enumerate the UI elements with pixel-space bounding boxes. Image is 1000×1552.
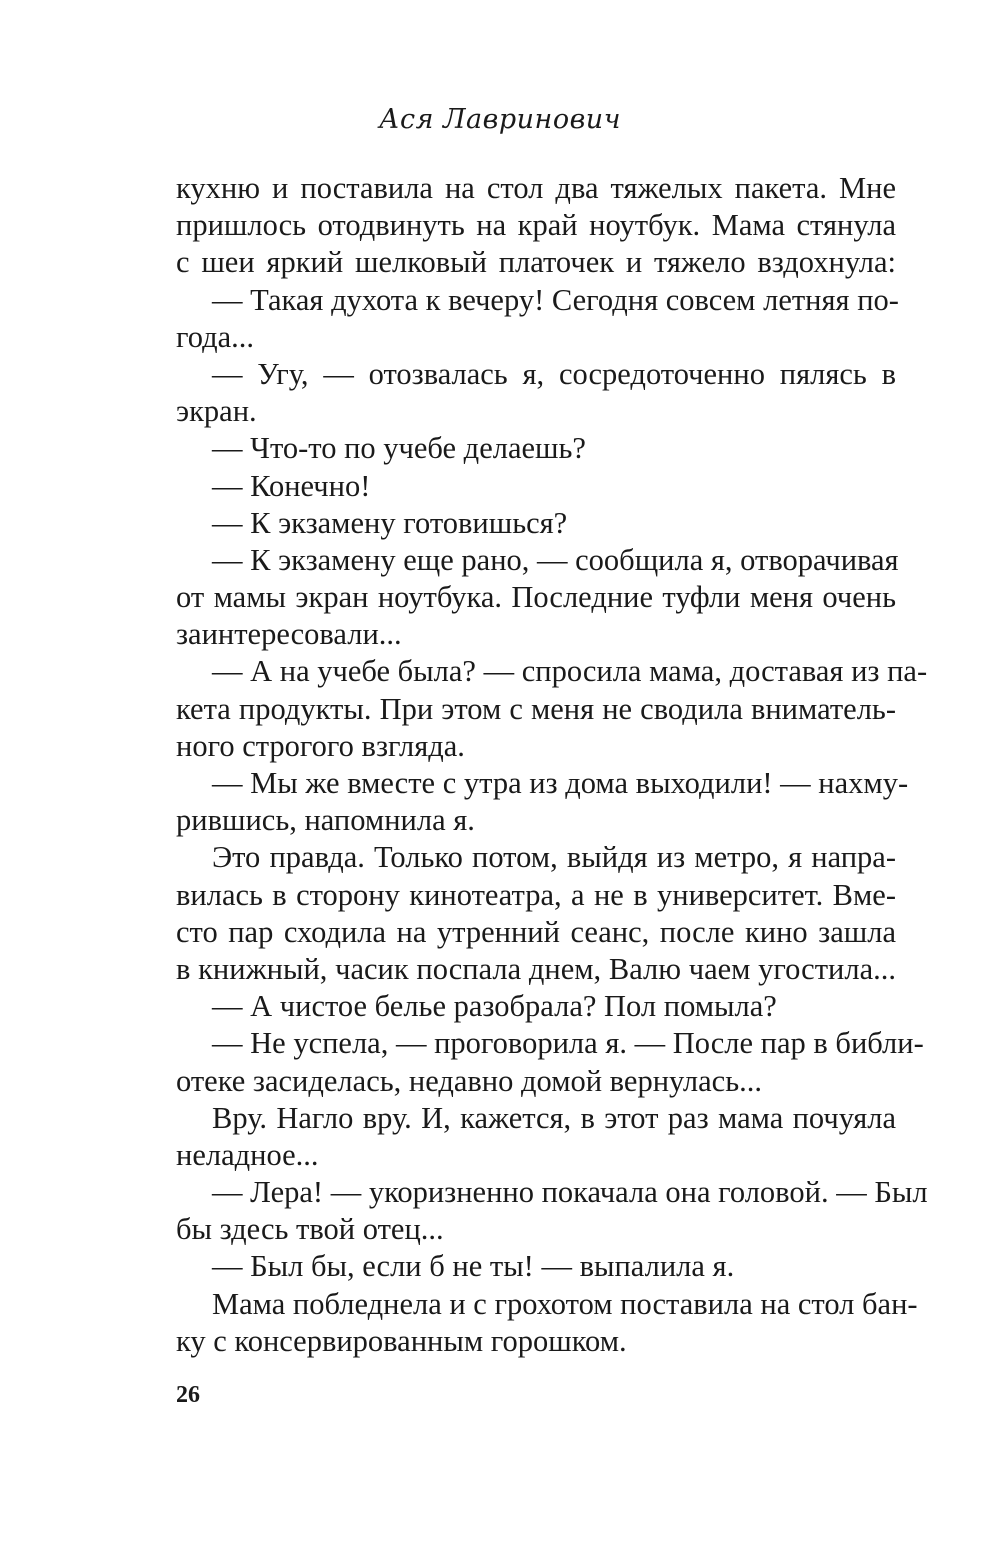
text-line: — Лера! — укоризненно покачала она головой. — Был	[212, 1175, 928, 1210]
text-line: от мамы экран ноутбука. Последние туфли меня очень	[176, 580, 896, 615]
running-head-author: Ася Лавринович	[379, 104, 621, 135]
text-line: рившись, напомнила я.	[176, 803, 475, 838]
body-text	[176, 170, 928, 1360]
page-number: 26	[176, 1382, 200, 1408]
text-line: Вру. Нагло вру. И, кажется, в этот раз мама почуяла	[212, 1100, 896, 1135]
text-line: — Угу, — отозвалась я, сосредоточенно пялясь в	[212, 356, 896, 391]
text-line: — А на учебе была? — спросила мама, доставая из па-	[212, 654, 928, 689]
text-line: — К экзамену еще рано, — сообщила я, отворачивая	[212, 542, 899, 577]
text-line: Это правда. Только потом, выйдя из метро, я напра-	[212, 840, 896, 875]
text-line: сто пар сходила на утренний сеанс, после кино зашла	[176, 914, 896, 949]
text-line: пришлось отодвинуть на край ноутбук. Мама стянула	[176, 208, 896, 243]
text-line: бы здесь твой отец...	[176, 1212, 444, 1247]
text-line: года...	[176, 319, 255, 354]
text-line: — К экзамену готовишься?	[212, 505, 568, 540]
text-line: Мама побледнела и с грохотом поставила на стол бан-	[212, 1286, 918, 1321]
text-line: — Что-то по учебе делаешь?	[212, 431, 586, 466]
text-line: — Не успела, — проговорила я. — После пар в библи-	[212, 1026, 924, 1061]
text-line: с шеи яркий шелковый платочек и тяжело вздохнула:	[176, 245, 896, 280]
text-line: кухню и поставила на стол два тяжелых пакета. Мне	[176, 171, 896, 205]
text-line: — Такая духота к вечеру! Сегодня совсем летняя по-	[212, 282, 899, 317]
text-line: — Мы же вместе с утра из дома выходили! — нахму-	[212, 766, 909, 800]
text-line: ного строгого взгляда.	[176, 728, 465, 763]
text-line: отеке засиделась, недавно домой вернулась...	[176, 1063, 763, 1098]
text-line: вилась в сторону кинотеатра, а не в университет. Вме-	[176, 877, 896, 912]
text-line: заинтересовали...	[176, 617, 402, 652]
text-line: — Конечно!	[212, 468, 371, 503]
text-line: экран.	[176, 394, 257, 429]
text-line: неладное...	[176, 1137, 319, 1172]
text-line: — А чистое белье разобрала? Пол помыла?	[212, 989, 777, 1024]
text-line: кета продукты. При этом с меня не сводила вниматель-	[176, 691, 896, 726]
text-line: ку с консервированным горошком.	[176, 1323, 627, 1358]
text-line: — Был бы, если б не ты! — выпалила я.	[212, 1249, 735, 1284]
text-line: в книжный, часик поспала днем, Валю чаем угостила...	[176, 951, 896, 986]
